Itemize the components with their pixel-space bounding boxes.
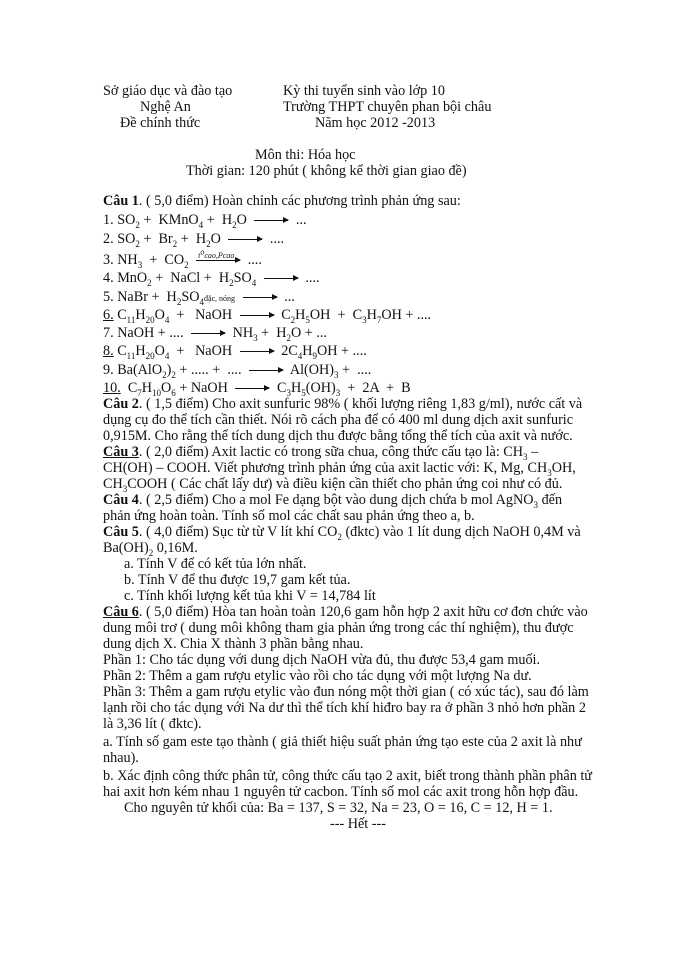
reaction-arrow xyxy=(240,315,274,316)
q5-line-2: $Ba(OH)_2$ 0,16M. xyxy=(103,540,198,558)
reaction-arrow-condition xyxy=(196,247,240,261)
header-official: Đề chính thức xyxy=(120,115,201,131)
q6-b-line-1: b. Xác định công thức phân tử, công thức cấu tạo 2 axit, biết trong thành phần phân tử xyxy=(103,768,592,784)
header-exam-title: Kỳ thi tuyển sinh vào lớp 10 xyxy=(283,83,445,99)
q2-label: Câu 2 xyxy=(103,396,139,412)
reaction-arrow xyxy=(264,278,298,279)
header-province: Nghệ An xyxy=(140,99,191,115)
equation-6: 6. $C_{11}H_{20}O_4$ + NaOH $C_2H_5OH + C_3H_7OH$ + .... xyxy=(103,307,432,325)
reaction-arrow xyxy=(235,388,269,389)
equation-2: 2. $SO_2 + Br_2 + H_2O$ .... xyxy=(103,231,285,249)
equation-1: 1. $SO_2$ + KMnO$_4$ + $H_2O$ ... xyxy=(103,212,307,230)
q6-b-line-2: hai axit hơn kém nhau 1 nguyên tử cacbon. Tính số mol các axit trong hỗn hợp đầu. xyxy=(103,784,579,800)
reaction-arrow xyxy=(240,351,274,352)
equation-3: 3. $NH_3 + CO_2$ $t^ocao,Pcao$ .... xyxy=(103,247,262,270)
q4-line-1: Câu 4. ( 2,5 điểm) Cho a mol Fe dạng bột vào dung dịch chứa b mol AgNO$_3$ đến xyxy=(103,492,563,510)
equation-8: 8. $C_{11}H_{20}O_4$ + NaOH $2C_4H_9OH$ + .... xyxy=(103,343,367,361)
equation-7: 7. NaOH + .... $NH_3 + H_2O$ + ... xyxy=(103,325,327,343)
q4-line-2: phản ứng hoàn toàn. Tính số mol các chất sau phản ứng theo a, b. xyxy=(103,508,475,524)
q1-label: Câu 1 xyxy=(103,193,139,209)
q6-part-2: Phần 2: Thêm a gam rượu etylic vào rồi cho tác dụng với một lượng Na dư. xyxy=(103,668,532,684)
q1-intro: . ( 5,0 điểm) Hoàn chỉnh các phương trình phản ứng sau: xyxy=(138,193,461,209)
equation-10: 10. $C_7H_{10}O_6$ + NaOH $C_3H_5(OH)_3 + 2A + B$ xyxy=(103,380,411,398)
nabr-condition: đặc, nóng xyxy=(203,294,236,303)
duration: Thời gian: 120 phút ( không kể thời gian giao đề) xyxy=(186,163,467,179)
subject: Môn thi: Hóa học xyxy=(255,147,356,163)
equation-9: 9. $Ba(AlO_2)_2$ + ..... + .... $Al(OH)_3$ + .... xyxy=(103,362,372,380)
q3-line-3: $CH_3COOH$ ( Các chất lấy dư) và điều kiện cần thiết cho phản ứng coi như có đủ. xyxy=(103,476,563,494)
reaction-arrow xyxy=(228,239,262,240)
q6-a-line-1: a. Tính số gam este tạo thành ( giả thiết hiệu suất phản ứng tạo este của 2 axit là như xyxy=(103,734,582,750)
q4-label: Câu 4 xyxy=(103,492,139,508)
header-department: Sở giáo dục và đào tạo xyxy=(103,83,233,99)
equation-5: 5. NaBr + $H_2SO_4đặc$, nóng ... xyxy=(103,289,295,307)
reaction-arrow xyxy=(249,370,283,371)
header-year: Năm học 2012 -2013 xyxy=(315,115,436,131)
arrow-condition: $t^ocao,Pcao$ xyxy=(198,247,235,261)
q2-line-2: dụng cụ đo thể tích cần thiết. Nói rõ cách pha để có 400 ml dung dịch axit sunfuric xyxy=(103,412,574,428)
q5-item-b: b. Tính V để thu được 19,7 gam kết tủa. xyxy=(124,572,351,588)
q6-part-3-line-2: lạnh rồi cho tác dụng với Na dư thì thể tích khí hiđro bay ra ở phần 3 nhỏ hơn phần 2 xyxy=(103,700,586,716)
reaction-arrow xyxy=(243,297,277,298)
q2-line-3: 0,915M. Cho rằng thể tích dung dịch thu được bằng tổng thể tích của axit và nước. xyxy=(103,428,573,444)
reaction-arrow xyxy=(254,220,288,221)
q1-heading xyxy=(103,193,461,210)
q3-label: Câu 3 xyxy=(103,444,139,460)
atomic-masses: Cho nguyên tử khối của: Ba = 137, S = 32, Na = 23, O = 16, C = 12, H = 1. xyxy=(124,800,553,816)
q6-line-3: dung dịch X. Chia X thành 3 phần bằng nhau. xyxy=(103,636,364,652)
q6-part-3-line-3: là 3,36 lít ( đktc). xyxy=(103,716,202,732)
q3-line-1: Câu 3. ( 2,0 điểm) Axit lactic có trong sữa chua, công thức cấu tạo là: $CH_3$ – xyxy=(103,444,539,462)
q3-line-2: CH(OH) – COOH. Viết phương trình phản ứng của axit lactic với: K, Mg, $CH_3OH$, xyxy=(103,460,576,478)
q6-part-1: Phần 1: Cho tác dụng với dung dịch NaOH vừa đủ, thu được 53,4 gam muối. xyxy=(103,652,541,668)
q6-a-line-2: nhau). xyxy=(103,750,139,766)
q5-line-1: Câu 5. ( 4,0 điểm) Sục từ từ V lít khí $CO_2$ (đktc) vào 1 lít dung dịch NaOH 0,4M và xyxy=(103,524,581,542)
end-marker: --- Hết --- xyxy=(330,816,386,832)
q5-item-c: c. Tính khối lượng kết tủa khi V = 14,784 lít xyxy=(124,588,376,604)
header-school: Trường THPT chuyên phan bội châu xyxy=(283,99,492,115)
q6-part-3-line-1: Phần 3: Thêm a gam rượu etylic vào đun nóng một thời gian ( có xúc tác), sau đó làm xyxy=(103,684,589,700)
q6-line-2: dung môi trơ ( dung môi không tham gia phản ứng trong các thí nghiệm), thu được xyxy=(103,620,574,636)
equation-4: 4. MnO$_2$ + NaCl + $H_2SO_4$ .... xyxy=(103,270,320,288)
q6-label: Câu 6 xyxy=(103,604,139,620)
q5-item-a: a. Tính V để có kết tủa lớn nhất. xyxy=(124,556,307,572)
q5-label: Câu 5 xyxy=(103,524,139,540)
q6-line-1: Câu 6. ( 5,0 điểm) Hòa tan hoàn toàn 120,6 gam hỗn hợp 2 axit hữu cơ đơn chức vào xyxy=(103,604,588,620)
q2-line-1: Câu 2. ( 1,5 điểm) Cho axit sunfuric 98% ( khối lượng riêng 1,83 g/ml), nước cất và xyxy=(103,396,583,412)
reaction-arrow xyxy=(191,333,225,334)
